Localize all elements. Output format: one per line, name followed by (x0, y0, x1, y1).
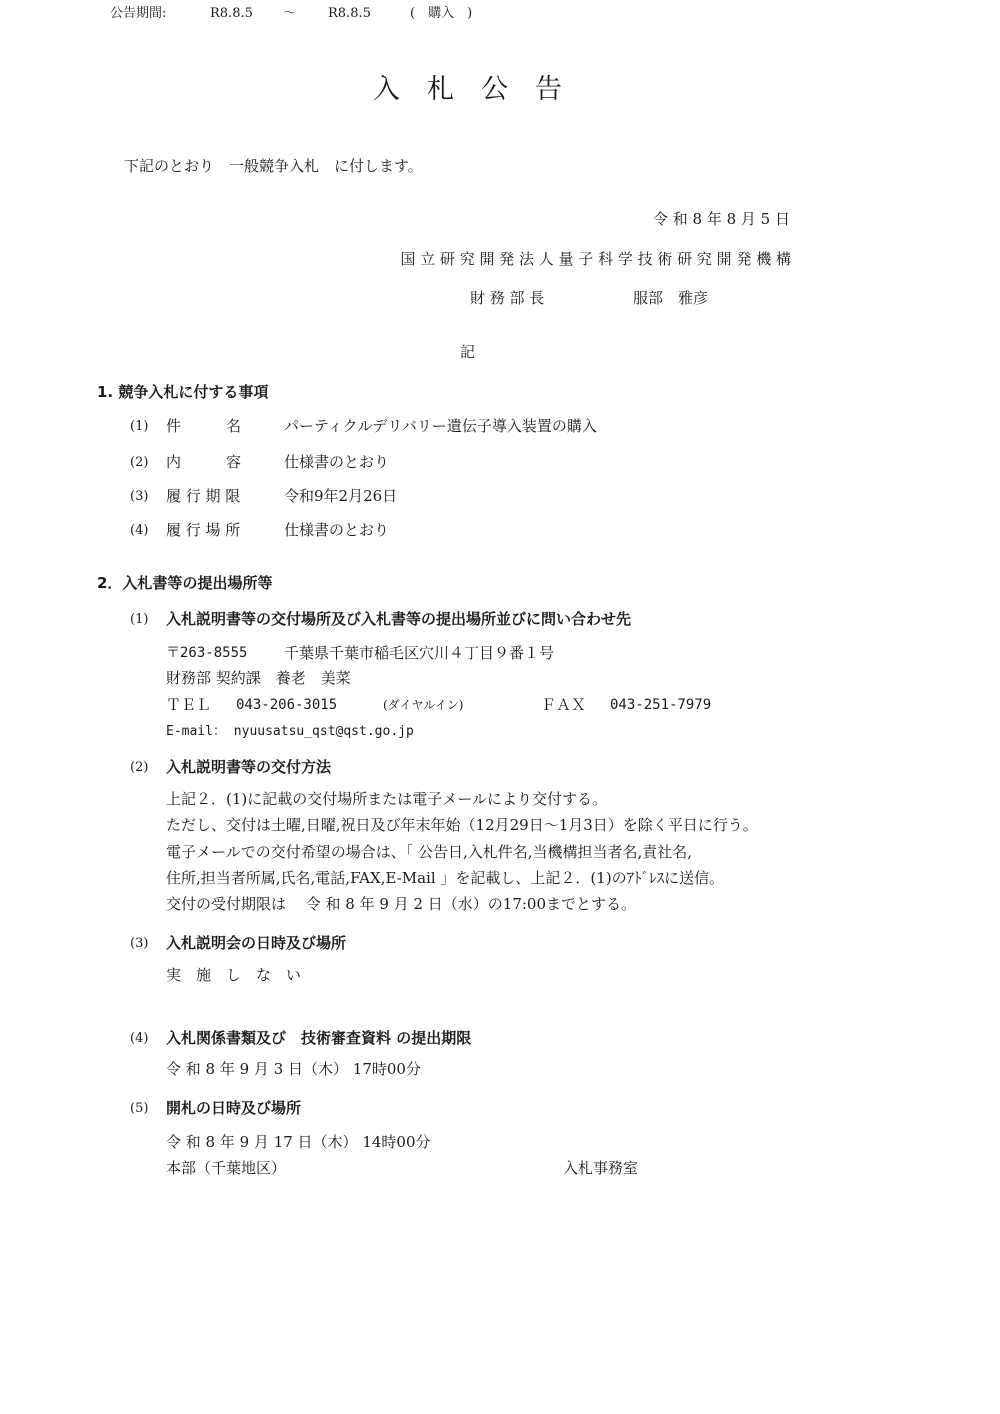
section1-heading: 1. 競争入札に付する事項 (97, 383, 269, 401)
opening-room: 入札事務室 (563, 1159, 639, 1177)
item-label: 履 行 場 所 (166, 521, 241, 539)
section2-heading: 2．入札書等の提出場所等 (97, 574, 273, 592)
ki-mark: 記 (460, 343, 476, 361)
item-value: 仕様書のとおり (284, 453, 390, 471)
fax-label: ＦＡＸ (541, 696, 587, 714)
period-separator: ～ (283, 6, 297, 21)
email-address: E-mail： nyuusatsu_qst@qst.go.jp (166, 724, 414, 739)
subsection-title: 入札説明書等の交付方法 (166, 758, 332, 776)
organization-name: 国 立 研 究 開 発 法 人 量 子 科 学 技 術 研 究 開 発 機 構 (400, 250, 791, 268)
briefing-value: 実 施 し な い (166, 966, 302, 984)
method-line: 電子メールでの交付希望の場合は、「 公告日,入札件名,当機構担当者名,責社名, (166, 843, 693, 861)
item-label: 内 容 (166, 453, 242, 471)
method-line: 交付の受付期限は 令 和 8 年 9 月 2 日（水）の17:00までとする。 (166, 895, 637, 913)
item-number: (5) (130, 1101, 149, 1116)
item-number: (3) (130, 489, 149, 504)
tel-label: ＴＥＬ (166, 696, 212, 714)
deadline-value: 令 和 8 年 9 月 3 日（木） 17時00分 (166, 1060, 421, 1078)
category: ( 購入 ) (410, 6, 473, 21)
issue-date: 令 和 8 年 8 月 5 日 (652, 210, 790, 228)
item-number: (2) (130, 760, 149, 775)
item-value: 仕様書のとおり (284, 521, 390, 539)
item-value: 令和9年2月26日 (284, 487, 398, 505)
subsection-title: 入札説明会の日時及び場所 (166, 934, 347, 952)
item-number: (2) (130, 455, 149, 470)
item-label: 件 名 (166, 417, 242, 435)
item-value: パーティクルデリバリー遺伝子導入装置の購入 (284, 417, 597, 435)
signatory-title: 財 務 部 長 (470, 289, 545, 307)
period-start: R8.8.5 (210, 6, 253, 21)
tel-note: (ダイヤルイン) (383, 698, 464, 712)
contact-department: 財務部 契約課 養老 美菜 (166, 669, 351, 687)
item-number: (3) (130, 936, 149, 951)
subsection-title: 入札説明書等の交付場所及び入札書等の提出場所並びに問い合わせ先 (166, 610, 632, 628)
item-number: (1) (130, 612, 149, 627)
opening-datetime: 令 和 8 年 9 月 17 日（木） 14時00分 (166, 1133, 431, 1151)
opening-place: 本部（千葉地区） (166, 1159, 287, 1177)
page-title: 入 札 公 告 (373, 74, 562, 105)
fax-number: 043-251-7979 (610, 697, 712, 713)
tel-number: 043-206-3015 (236, 697, 338, 713)
method-line: ただし、交付は土曜,日曜,祝日及び年末年始（12月29日～1月3日）を除く平日に行う。 (166, 816, 758, 834)
postal-code: 〒263-8555 (166, 645, 248, 661)
item-number: (4) (130, 523, 149, 538)
subsection-title: 入札関係書類及び 技術審査資料 の提出期限 (166, 1029, 472, 1047)
method-line: 住所,担当者所属,氏名,電話,FAX,E-Mail 」を記載し、上記２．(1)のｱﾄﾞﾚｽに送信。 (166, 869, 725, 887)
address: 千葉県千葉市稲毛区穴川４丁目９番１号 (284, 644, 555, 662)
item-number: (1) (130, 419, 149, 434)
signatory-name: 服部 雅彦 (633, 289, 709, 307)
item-label: 履 行 期 限 (166, 487, 241, 505)
item-number: (4) (130, 1031, 149, 1046)
method-line: 上記２．(1)に記載の交付場所または電子メールにより交付する。 (166, 790, 607, 808)
period-end: R8.8.5 (328, 6, 371, 21)
period-label: 公告期間: (110, 6, 167, 21)
subsection-title: 開札の日時及び場所 (166, 1099, 302, 1117)
intro-text: 下記のとおり 一般競争入札 に付します。 (124, 157, 423, 175)
